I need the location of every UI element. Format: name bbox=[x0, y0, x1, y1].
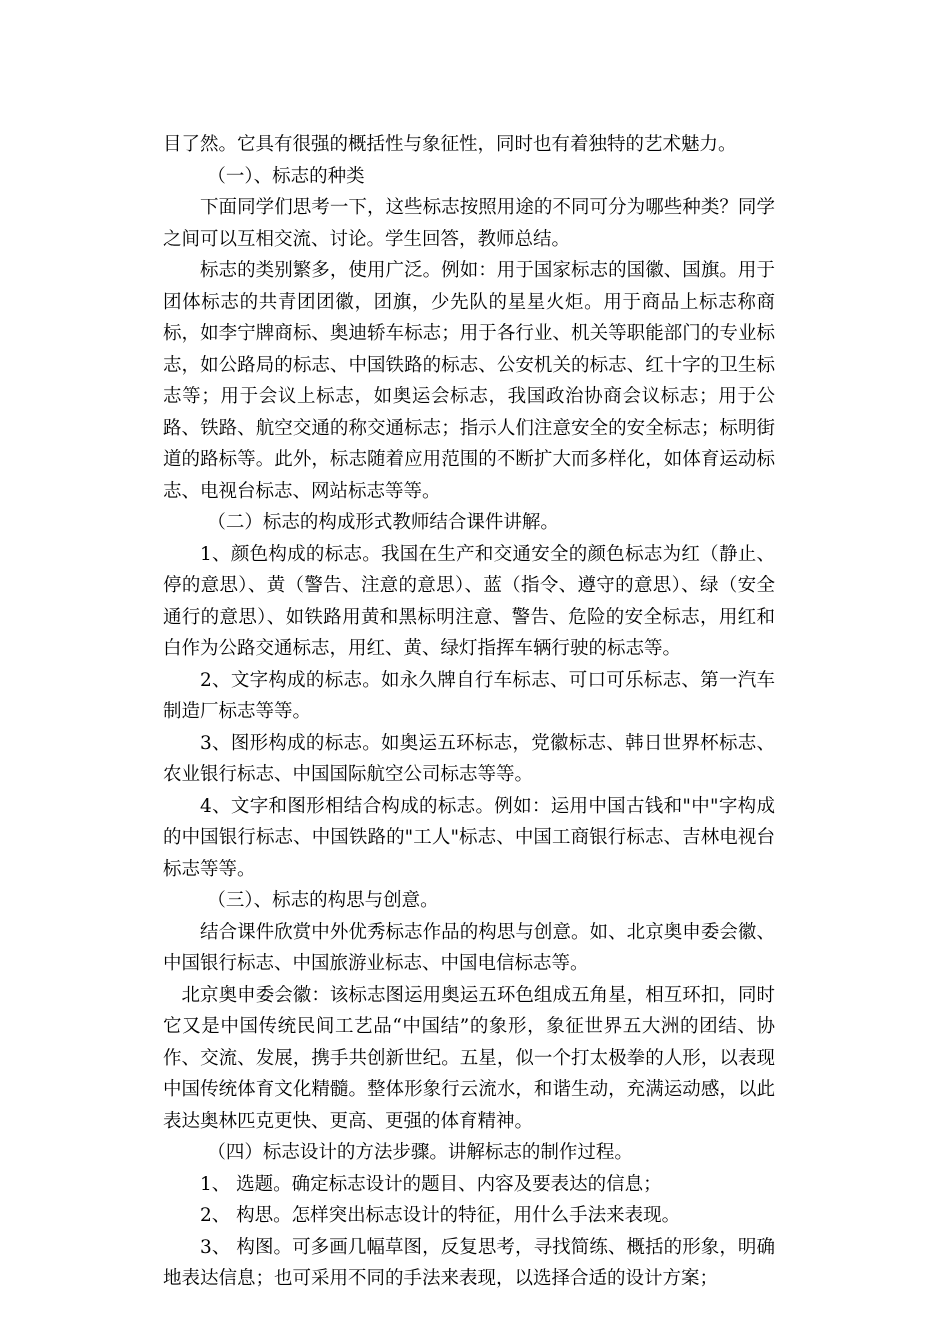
list-item-step-2: 2、 构思。怎样突出标志设计的特征，用什么手法来表现。 bbox=[200, 1205, 681, 1226]
paragraph-text-logo: 2、文字构成的标志。如永久牌自行车标志、可口可乐标志、第一汽车制造厂标志等等。 bbox=[163, 669, 775, 722]
paragraph-logo-categories: 标志的类别繁多，使用广泛。例如：用于国家标志的国徽、国旗。用于团体标志的共青团团徽，团旗，少先队的星星火炬。用于商品上标志称商标，如李宁牌商标、奥迪轿车标志；用于各行业、机关等职能部门的专业标志，如公路局的标志、中国铁路的标志、公安机关的标志、红十字的卫生标志等；用于会议上标志，如奥运会标志，我国政治协商会议标志；用于公路、铁路、航空交通的称交通标志；指示人们注意安全的安全标志；标明街道的路标等。此外，标志随着应用范围的不断扩大而多样化，如体育运动标志、电视台标志、网站标志等等。 bbox=[163, 260, 775, 502]
paragraph-combined-logo: 4、文字和图形相结合构成的标志。例如：运用中国古钱和"中"字构成的中国银行标志、中国铁路的"工人"标志、中国工商银行标志、吉林电视台标志等等。 bbox=[163, 795, 775, 880]
heading-section-2: （二）标志的构成形式教师结合课件讲解。 bbox=[207, 512, 559, 533]
paragraph-graphic-logo: 3、图形构成的标志。如奥运五环标志，党徽标志、韩日世界杯标志、农业银行标志、中国国际航空公司标志等等。 bbox=[163, 732, 775, 785]
heading-section-3: （三）、标志的构思与创意。 bbox=[207, 890, 439, 911]
heading-section-1: （一）、标志的种类 bbox=[207, 165, 365, 187]
paragraph-intro-continuation: 目了然。它具有很强的概括性与象征性，同时也有着独特的艺术魅力。 bbox=[163, 134, 737, 155]
list-item-step-1: 1、 选题。确定标志设计的题目、内容及要表达的信息； bbox=[200, 1173, 662, 1195]
paragraph-courseware-appreciation: 结合课件欣赏中外优秀标志作品的构思与创意。如、北京奥申委会徽、中国银行标志、中国旅游业标志、中国电信标志等。 bbox=[163, 921, 775, 974]
paragraph-color-logo: 1、颜色构成的标志。我国在生产和交通安全的颜色标志为红（静止、停的意思）、黄（警告、注意的意思）、蓝（指令、遵守的意思）、绿（安全通行的意思）、如铁路用黄和黑标明注意、警告、危险的安全标志，用红和白作为公路交通标志，用红、黄、绿灯指挥车辆行驶的标志等。 bbox=[163, 543, 775, 659]
heading-section-4: （四）标志设计的方法步骤。讲解标志的制作过程。 bbox=[207, 1142, 633, 1163]
paragraph-beijing-olympic-bid-emblem: 北京奥申委会徽：该标志图运用奥运五环色组成五角星，相互环扣，同时它又是中国传统民间工艺品“中国结”的象形，象征世界五大洲的团结、协作、交流、发展，携手共创新世纪。五星，似一个打太极拳的人形，以表现中国传统体育文化精髓。整体形象行云流水，和谐生动，充满运动感，以此表达奥林匹克更快、更高、更强的体育精神。 bbox=[163, 984, 775, 1132]
paragraph-discussion: 下面同学们思考一下，这些标志按照用途的不同可分为哪些种类？同学之间可以互相交流、讨论。学生回答，教师总结。 bbox=[163, 197, 775, 250]
document-body bbox=[163, 129, 775, 1295]
list-item-step-3: 3、 构图。可多画几幅草图，反复思考，寻找简练、概括的形象，明确地表达信息；也可采用不同的手法来表现，以选择合适的设计方案； bbox=[163, 1236, 775, 1289]
